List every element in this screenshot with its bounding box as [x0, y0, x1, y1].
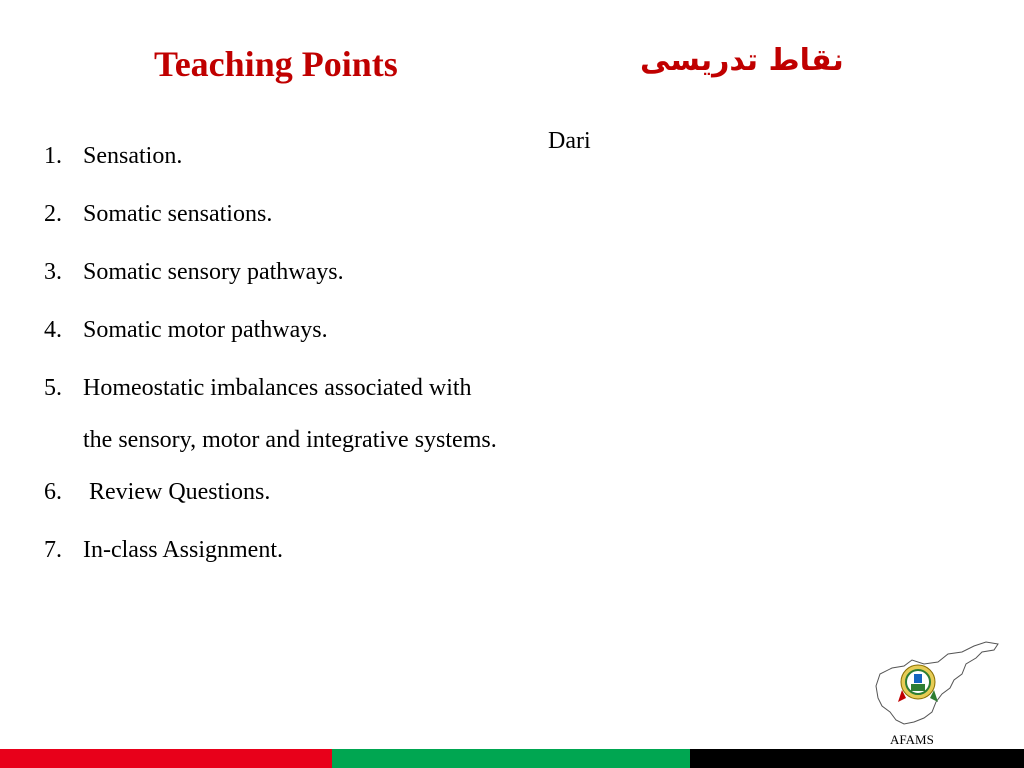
list-item — [44, 253, 504, 291]
afghanistan-map-emblem-icon — [866, 636, 1004, 736]
list-item-text: Somatic sensory pathways. — [83, 259, 344, 285]
slide-title-dari: نقاط تدریسی — [640, 43, 844, 78]
list-item-number: 4. — [44, 317, 62, 343]
flag-bar-green — [332, 749, 690, 768]
list-item — [44, 531, 504, 569]
flag-color-bar — [0, 749, 1024, 768]
teaching-points-list — [44, 137, 504, 589]
list-item — [44, 311, 504, 349]
list-item — [44, 362, 504, 466]
list-item — [44, 137, 504, 175]
list-item-number: 1. — [44, 143, 62, 169]
list-item-number: 3. — [44, 259, 62, 285]
list-item-number: 6. — [44, 479, 62, 505]
flag-bar-red — [0, 749, 332, 768]
dari-label: Dari — [548, 128, 591, 154]
list-item-text: Homeostatic imbalances associated with the sensory, motor and integrative systems. — [83, 375, 497, 453]
flag-bar-black — [690, 749, 1024, 768]
slide-title-english: Teaching Points — [154, 44, 398, 84]
list-item-text: In-class Assignment. — [83, 537, 283, 563]
logo-caption: AFAMS — [890, 732, 934, 747]
list-item-text: Review Questions. — [83, 479, 271, 505]
list-item-text: Somatic sensations. — [83, 201, 273, 227]
list-item — [44, 473, 504, 511]
list-item — [44, 195, 504, 233]
list-item-number: 2. — [44, 201, 62, 227]
list-item-text: Somatic motor pathways. — [83, 317, 328, 343]
list-item-number: 7. — [44, 537, 62, 563]
list-item-text: Sensation. — [83, 143, 183, 169]
list-item-number: 5. — [44, 375, 62, 401]
